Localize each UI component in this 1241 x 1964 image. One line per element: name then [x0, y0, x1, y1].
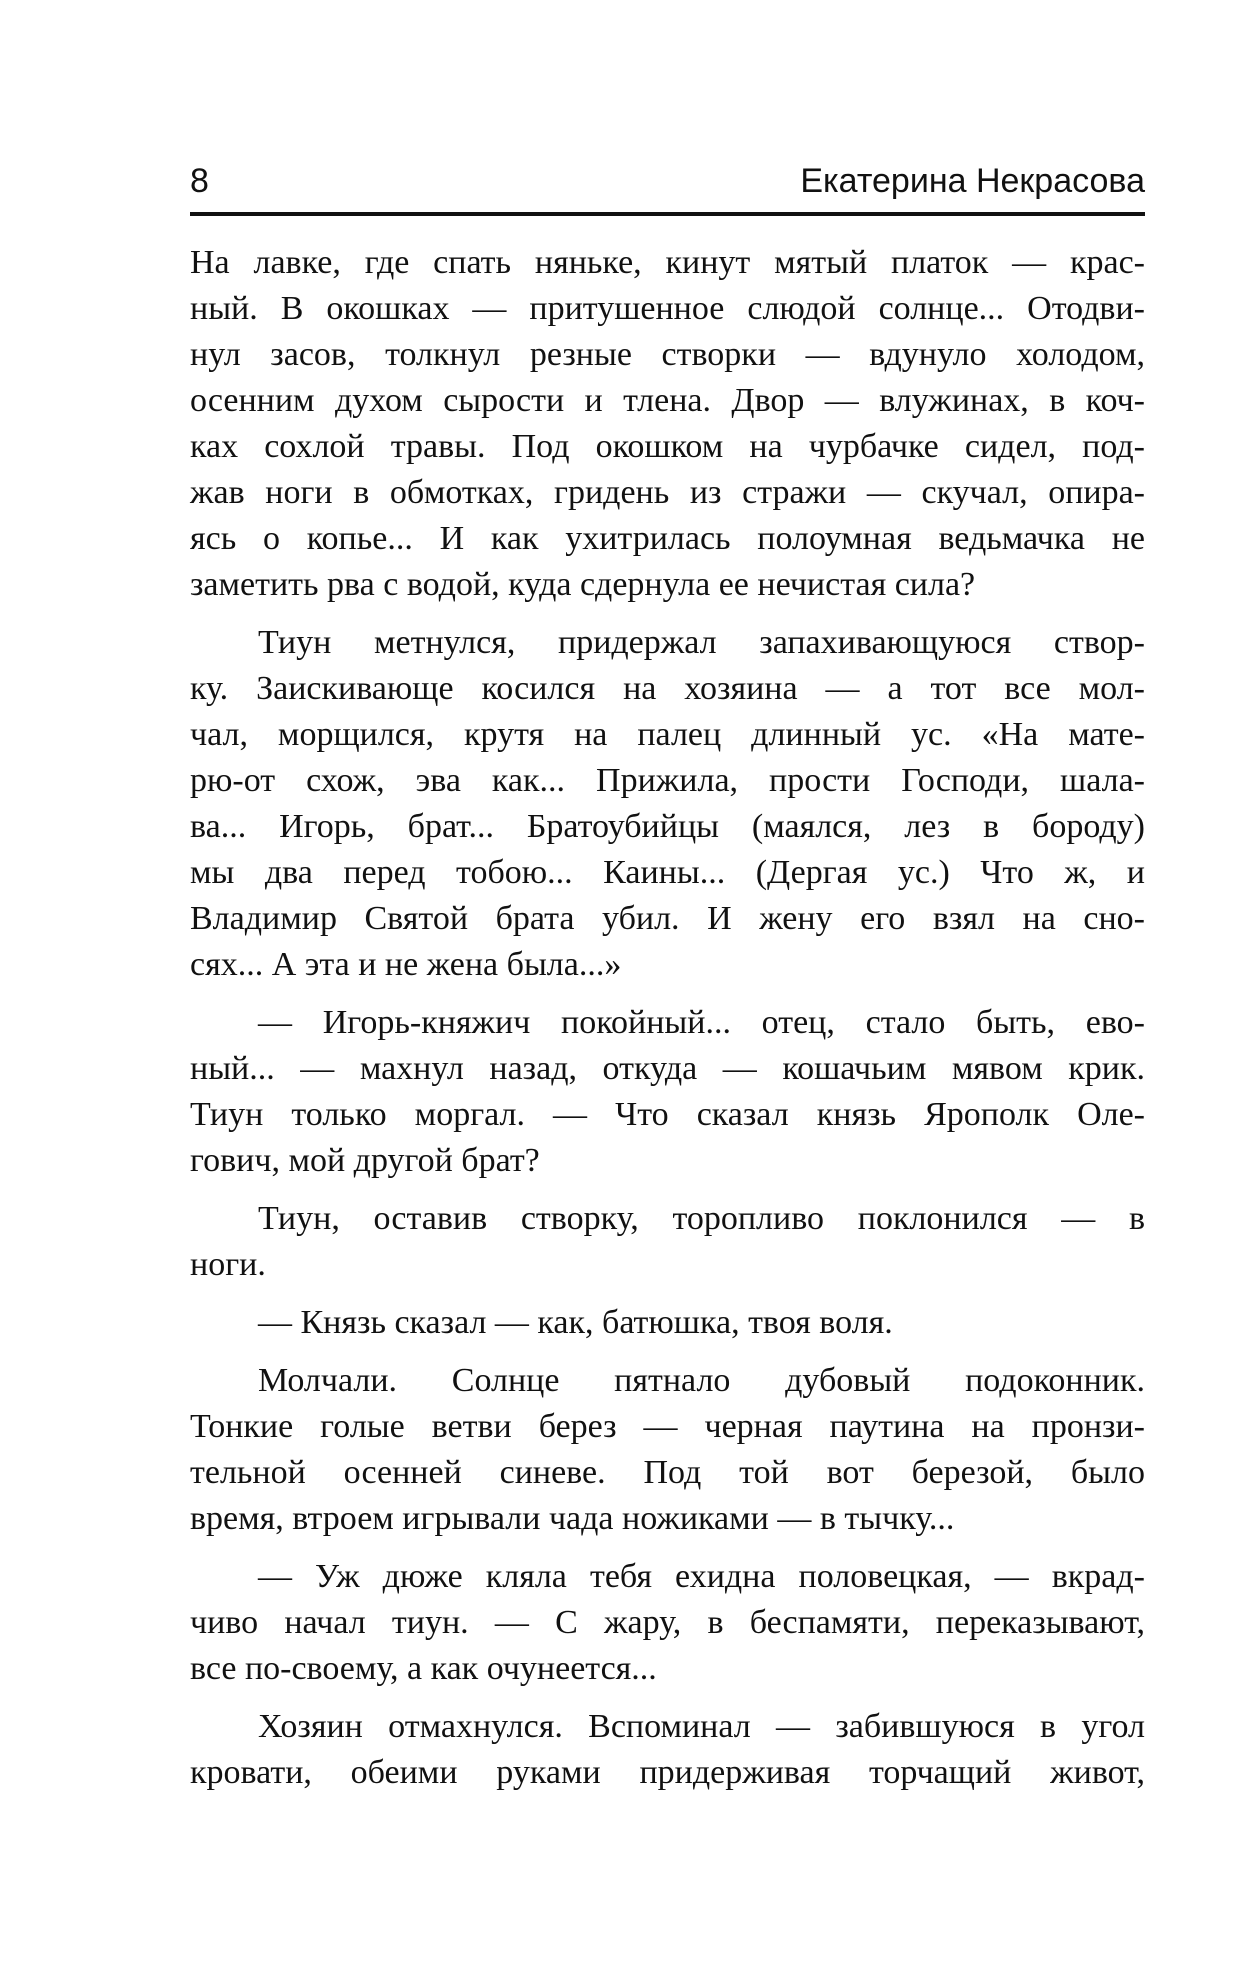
text-line: нул засов, толкнул резные створки — вдунуло холодом, [190, 336, 1145, 373]
text-line: Молчали. Солнце пятнало дубовый подоконник. [258, 1362, 1145, 1399]
text-line: На лавке, где спать няньке, кинут мятый платок — крас- [190, 244, 1145, 281]
text-line: ках сохлой травы. Под окошком на чурбачке сидел, под- [190, 428, 1145, 465]
text-line: кровати, обеими руками придерживая торчащий живот, [190, 1754, 1145, 1791]
paragraph [190, 1358, 1145, 1542]
text-line: мы два перед тобою... Каины... (Дергая ус.) Что ж, и [190, 854, 1145, 891]
text-line: гович, мой другой брат? [190, 1142, 540, 1179]
paragraph [190, 240, 1145, 608]
running-header [190, 158, 1145, 216]
text-line: чал, морщился, крутя на палец длинный ус. «На мате- [190, 716, 1145, 753]
text-line: Тонкие голые ветви берез — черная паутина на пронзи- [190, 1408, 1145, 1445]
text-line: — Князь сказал — как, батюшка, твоя воля. [258, 1304, 893, 1341]
text-line: заметить рва с водой, куда сдернула ее нечистая сила? [190, 566, 976, 603]
text-line: ный... — махнул назад, откуда — кошачьим мявом крик. [190, 1050, 1145, 1087]
text-line: Хозяин отмахнулся. Вспоминал — забившуюся в угол [258, 1708, 1145, 1745]
paragraph [190, 1000, 1145, 1184]
text-line: сях... А эта и не жена была...» [190, 946, 622, 983]
text-line: жав ноги в обмотках, гридень из стражи — скучал, опира- [190, 474, 1145, 511]
text-line: ясь о копье... И как ухитрилась полоумная ведьмачка не [190, 520, 1145, 557]
text-line: — Игорь-княжич покойный... отец, стало быть, ево- [258, 1004, 1145, 1041]
text-line: чиво начал тиун. — С жару, в беспамяти, переказывают, [190, 1604, 1145, 1641]
paragraph [190, 1300, 1145, 1346]
text-line: осенним духом сырости и тлена. Двор — влужинах, в коч- [190, 382, 1145, 419]
page-number: 8 [190, 162, 209, 200]
text-line: Тиун, оставив створку, торопливо поклонился — в [258, 1200, 1145, 1237]
paragraph [190, 1196, 1145, 1288]
text-line: тельной осенней синеве. Под той вот березой, было [190, 1454, 1145, 1491]
text-line: Владимир Святой брата убил. И жену его взял на сно- [190, 900, 1145, 937]
text-line: ва... Игорь, брат... Братоубийцы (маялся, лез в бороду) [190, 808, 1145, 845]
paragraph [190, 1704, 1145, 1796]
text-line: — Уж дюже кляла тебя ехидна половецкая, — вкрад- [258, 1558, 1145, 1595]
text-line: Тиун метнулся, придержал запахивающуюся створ- [258, 624, 1145, 661]
running-title: Екатерина Некрасова [800, 162, 1145, 200]
paragraph [190, 620, 1145, 988]
text-line: ку. Заискивающе косился на хозяина — а тот все мол- [190, 670, 1145, 707]
text-line: все по-своему, а как очунеется... [190, 1650, 657, 1687]
text-line: ный. В окошках — притушенное слюдой солнце... Отодви- [190, 290, 1145, 327]
text-line: рю-от схож, эва как... Прижила, прости Господи, шала- [190, 762, 1145, 799]
text-line: ноги. [190, 1246, 266, 1283]
paragraph [190, 1554, 1145, 1692]
text-line: Тиун только моргал. — Что сказал князь Ярополк Оле- [190, 1096, 1145, 1133]
text-line: время, втроем игрывали чада ножиками — в тычку... [190, 1500, 955, 1537]
body-text [190, 240, 1145, 1808]
